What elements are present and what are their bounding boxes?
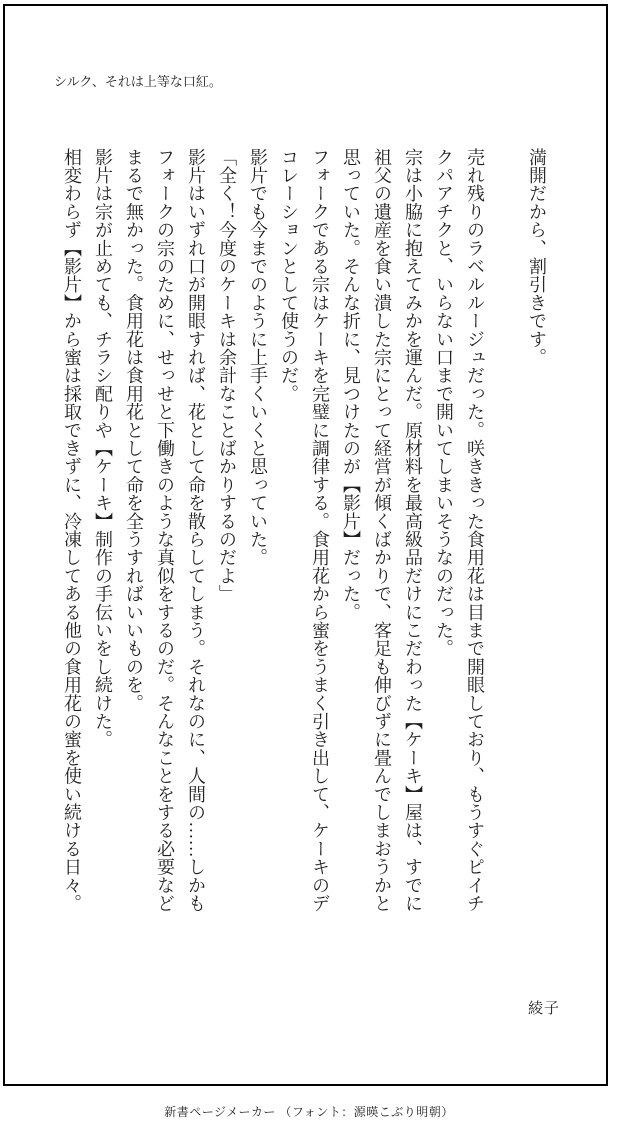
body-line: 売れ残りのラベルルージュだった。咲ききった食用花は目まで開眼しており、もうすぐピイチ bbox=[465, 148, 485, 913]
body-line-blank bbox=[490, 148, 521, 920]
body-line: 影片は宗が止めても、チラシ配りや【ケーキ】制作の手伝いをし続けた。 bbox=[93, 148, 113, 749]
body-line: 宗は小脇に抱えてみかを運んだ。原材料を最高級品だけにこだわった【ケーキ】屋は、すでに bbox=[403, 148, 423, 913]
body-line: フォークである宗はケーキを完璧に調律する。食用花から蜜をうまく引き出して、ケーキのデ bbox=[310, 148, 330, 913]
body-line: 満開だから、割引きです。 bbox=[527, 148, 547, 367]
body-line: クパアチクと、いらない口まで開いてしまいそうなのだった。 bbox=[434, 148, 454, 658]
body-line: 相変わらず【影片】から蜜は採取できずに、冷凍してある他の食用花の蜜を使い続ける日々。 bbox=[62, 148, 82, 913]
body-line: コレーションとして使うのだ。 bbox=[279, 148, 299, 403]
body-line: 「全く！今度のケーキは余計なことばかりするのだよ」 bbox=[217, 148, 237, 603]
footer-caption: 新書ページメーカー （フォント：源暎こぶり明朝） bbox=[164, 1105, 454, 1119]
body-text bbox=[56, 148, 552, 920]
author-name: 綾子 bbox=[528, 1001, 561, 1017]
body-line: まるで無かった。食用花は食用花として命を全うすればいいものを。 bbox=[124, 148, 144, 713]
body-line: 思っていた。そんな折に、見つけたのが【影片】だった。 bbox=[341, 148, 361, 622]
body-line: 影片はいずれ口が開眼すれば、花として命を散らしてしまう。それなのに、人間の……しかも bbox=[186, 148, 206, 913]
body-line: 祖父の遺産を食い潰した宗にとって経営が傾くばかりで、客足も伸びずに畳んでしまおうかと bbox=[372, 148, 392, 913]
header-note: シルク、それは上等な口紅。 bbox=[54, 74, 222, 89]
body-line: フォークの宗のために、せっせと下働きのような真似をするのだ。そんなことをする必要など bbox=[155, 148, 175, 913]
body-line: 影片でも今までのように上手くいくと思っていた。 bbox=[248, 148, 268, 567]
